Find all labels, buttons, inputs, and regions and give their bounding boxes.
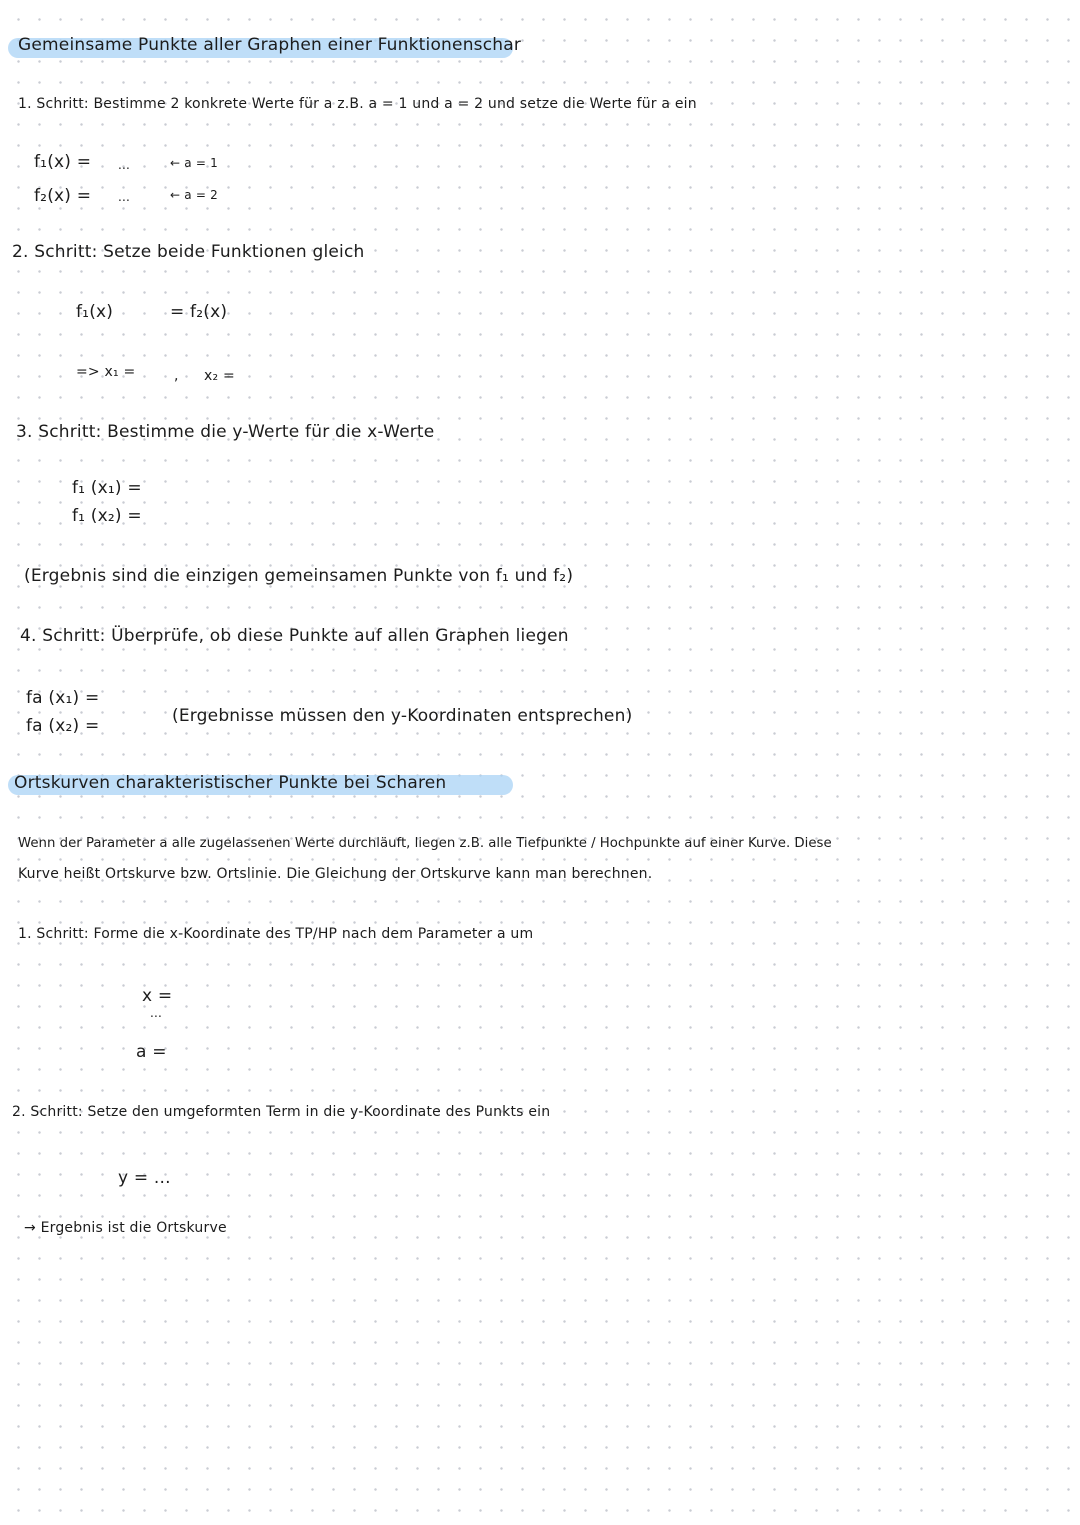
intro-line1: Wenn der Parameter a alle zugelassenen Werte durchläuft, liegen z.B. alle Tiefpunkte / Hochpunkte auf einer Kurve. Diese bbox=[18, 836, 832, 851]
s2-step1-text: 1. Schritt: Forme die x-Koordinate des TP/HP nach dem Parameter a um bbox=[18, 926, 534, 942]
step1-text: 1. Schritt: Bestimme 2 konkrete Werte für a z.B. a = 1 und a = 2 und setze die Werte für a ein bbox=[18, 96, 697, 112]
x-term: x = bbox=[142, 986, 173, 1006]
x-separator: , bbox=[174, 368, 179, 384]
equation-left: f₁(x) bbox=[76, 302, 114, 322]
f2-dots: ... bbox=[118, 190, 131, 204]
section-title-ortskurven: Ortskurven charakteristischer Punkte bei Scharen bbox=[14, 773, 447, 793]
f1-dots: ... bbox=[118, 158, 131, 172]
x-dots: ... bbox=[150, 1006, 163, 1020]
fa-line1: fa (x₁) = bbox=[26, 688, 100, 708]
a-term: a = bbox=[136, 1042, 167, 1062]
s2-step2-text: 2. Schritt: Setze den umgeformten Term in die y-Koordinate des Punkts ein bbox=[12, 1104, 551, 1120]
step4-text: 4. Schritt: Überprüfe, ob diese Punkte auf allen Graphen liegen bbox=[20, 626, 569, 646]
f2-label: f₂(x) = bbox=[34, 186, 92, 206]
fa-line2: fa (x₂) = bbox=[26, 716, 100, 736]
step4-note: (Ergebnisse müssen den y-Koordinaten entsprechen) bbox=[172, 706, 633, 726]
y-value-line1: f₁ (x₁) = bbox=[72, 478, 142, 498]
step3-result: (Ergebnis sind die einzigen gemeinsamen Punkte von f₁ und f₂) bbox=[24, 566, 574, 586]
y-term: y = ... bbox=[118, 1168, 171, 1188]
x2-solution: x₂ = bbox=[204, 368, 235, 384]
step3-text: 3. Schritt: Bestimme die y-Werte für die x-Werte bbox=[16, 422, 435, 442]
step2-text: 2. Schritt: Setze beide Funktionen gleich bbox=[12, 242, 365, 262]
equation-right: = f₂(x) bbox=[170, 302, 228, 322]
f2-note: ← a = 2 bbox=[170, 188, 218, 202]
section-title-gemeinsame-punkte: Gemeinsame Punkte aller Graphen einer Funktionenschar bbox=[18, 35, 522, 55]
s2-result: → Ergebnis ist die Ortskurve bbox=[24, 1220, 227, 1236]
x1-solution: => x₁ = bbox=[76, 364, 136, 380]
intro-line2: Kurve heißt Ortskurve bzw. Ortslinie. Die Gleichung der Ortskurve kann man berechnen. bbox=[18, 866, 653, 882]
y-value-line2: f₁ (x₂) = bbox=[72, 506, 142, 526]
f1-label: f₁(x) = bbox=[34, 152, 92, 172]
f1-note: ← a = 1 bbox=[170, 156, 218, 170]
